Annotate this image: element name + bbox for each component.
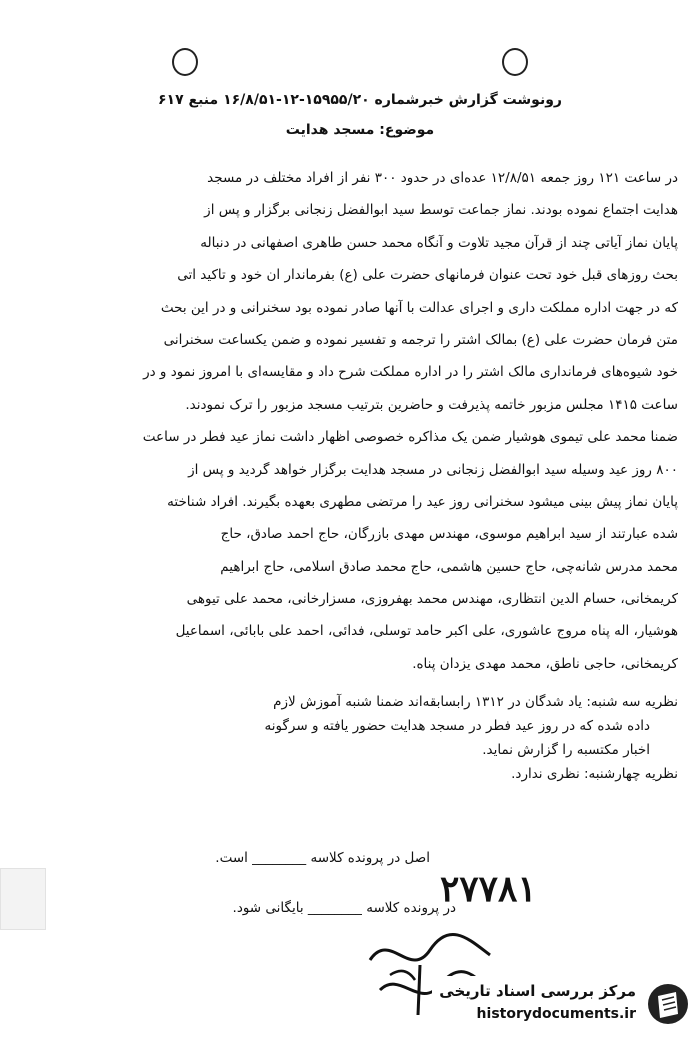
- body-line: ساعت ۱۴۱۵ مجلس مزبور خاتمه پذیرفت و حاضرین بترتیب مسجد مزبور را ترک نمودند.: [185, 396, 678, 413]
- body-line: کریمخانی، حاجی ناطق، محمد مهدی یزدان پناه.: [412, 655, 678, 672]
- original-file-line: اصل در پرونده کلاسه ________ است.: [215, 850, 430, 866]
- subject-line: موضوع: مسجد هدایت: [285, 122, 435, 138]
- note-line: داده شده که در روز عید فطر در مسجد هدایت حضور یافته و سرگونه: [264, 718, 650, 734]
- body-line: که در جهت اداره مملکت داری و اجرای عدالت با آنها صادر نموده بود سخنرانی و در این بحث: [160, 299, 678, 316]
- note-tuesday: نظریه سه شنبه: یاد شدگان در ۱۳۱۲ رابسابقه‌اند ضمنا شنبه آموزش لازم: [273, 694, 678, 710]
- body-line: پایان نماز آیاتی چند از قرآن مجید تلاوت و آنگاه محمد حسن طاهری اصفهانی در دنباله: [200, 234, 678, 251]
- note-line: اخبار مکتسبه را گزارش نماید.: [482, 742, 650, 758]
- body-line: ۸۰۰ روز عید وسیله سید ابوالفضل زنجانی در مسجد هدایت برگزار خواهد گردید و پس از: [188, 461, 678, 478]
- body-line: هدایت اجتماع نموده بودند. نماز جماعت توسط سید ابوالفضل زنجانی برگزار و پس از: [204, 202, 678, 219]
- body-line: هوشیار، اله پناه مروج عاشوری، علی اکبر حامد توسلی، فدائی، احمد علی بابائی، اسماعیل: [175, 623, 678, 640]
- report-number-line: رونوشت گزارش خبرشماره ۱۵۹۵۵/۲۰-۱۲-۱۶/۸/۵۱ منبع ۶۱۷: [158, 92, 562, 108]
- body-line: ضمنا محمد علی تیموی هوشیار ضمن یک مذاکره خصوصی اظهار داشت نماز عید فطر در ساعت: [142, 429, 678, 446]
- body-line: در ساعت ۱۲۱ روز جمعه ۱۲/۸/۵۱ عده‌ای در حدود ۳۰۰ نفر از افراد مختلف در مسجد: [207, 170, 678, 186]
- watermark: [432, 976, 694, 1032]
- file-number-handwritten: ۲۷۷۸۱: [440, 868, 537, 910]
- notes-section: [66, 690, 678, 786]
- body-line: متن فرمان حضرت علی (ع) بمالک اشتر را ترجمه و تفسیر نموده و ضمن یکساعت سخنرانی: [163, 331, 678, 348]
- punch-hole-right: [502, 48, 528, 76]
- watermark-url: historydocuments.ir: [476, 1006, 636, 1022]
- faded-stamp: [0, 868, 46, 930]
- watermark-title: مرکز بررسی اسناد تاریخی: [439, 982, 636, 1000]
- body-line: بحث روزهای قبل خود تحت عنوان فرمانهای حضرت علی (ع) بفرماندار ان خود و تاکید اتی: [177, 267, 678, 284]
- body-line: پایان نماز پیش بینی میشود سخنرانی روز عید را مرتضی مطهری بعهده بگیرند. افراد شناخته: [167, 493, 678, 510]
- body-line: شده عبارتند از سید ابراهیم موسوی، مهندس مهدی بازرگان، حاج احمد صادق، حاج: [220, 526, 678, 543]
- body-line: محمد مدرس شانه‌چی، حاج حسین هاشمی، حاج محمد صادق اسلامی، حاج ابراهیم: [220, 558, 678, 575]
- punch-hole-left: [172, 48, 198, 76]
- archive-file-line: در پرونده کلاسه ________ بایگانی شود.: [232, 900, 456, 916]
- body-line: خود شیوه‌های فرمانداری مالک اشتر را در اداره مملکت شرح داد و مقایسه‌ای با امروز نمود و در: [143, 364, 678, 381]
- archive-logo-icon: [646, 980, 690, 1028]
- report-body: [66, 162, 678, 680]
- body-line: کریمخانی، حسام الدین انتظاری، مهندس محمد بهفروزی، مسزارخانی، محمد علی تیوهی: [186, 591, 678, 608]
- note-wednesday: نظریه چهارشنبه: نظری ندارد.: [511, 766, 678, 782]
